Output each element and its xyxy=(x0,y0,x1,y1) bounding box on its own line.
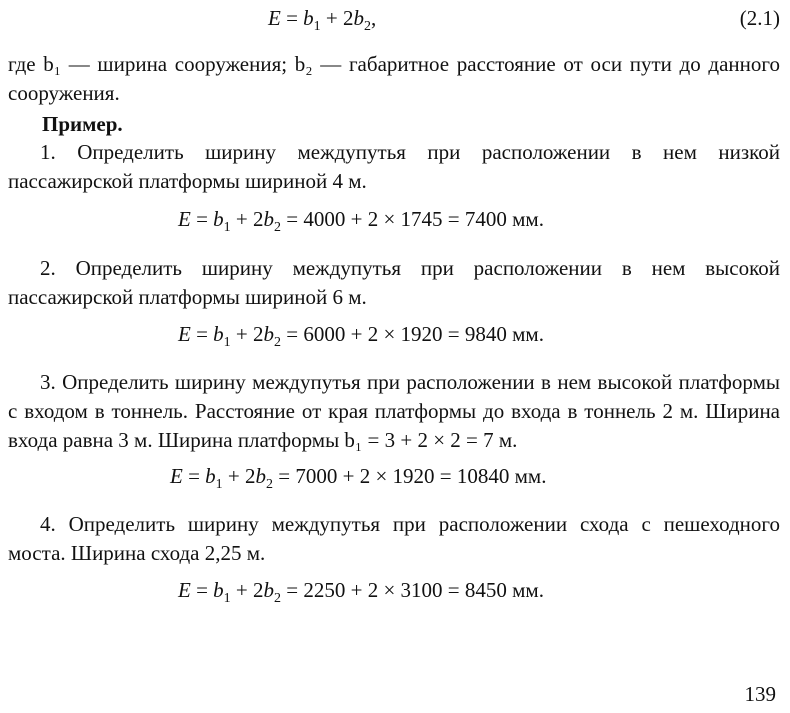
page-number: 139 xyxy=(744,682,776,706)
example-3-text: 3. Определить ширину междупутья при расположении в нем высокой платформы с входом в тоннель. Расстояние от края платформы до входа в тоннель 2 м. Ширина входа равна 3 м. Ширина платформы b₁ = 3 + 2 × 2 = 7 м. xyxy=(8,370,780,452)
definition-paragraph: где b₁ — ширина сооружения; b₂ — габаритное расстояние от оси пути до данного сооружения. xyxy=(8,52,780,105)
example-heading: Пример. xyxy=(42,112,123,136)
example-4-equation: $E = b_1 + 2b_2 = 2250 + 2 \times 3100 = 8450$ мм. xyxy=(178,578,544,606)
example-1-equation: $E = b_1 + 2b_2 = 4000 + 2 \times 1745 = 7400$ мм. xyxy=(178,207,544,235)
example-2-text: 2. Определить ширину междупутья при расположении в нем высокой пассажирской платформы шириной 6 м. xyxy=(8,256,780,309)
example-3-equation: $E = b_1 + 2b_2 = 7000 + 2 \times 1920 = 10840$ мм. xyxy=(170,464,547,492)
example-2-equation: $E = b_1 + 2b_2 = 6000 + 2 \times 1920 = 9840$ мм. xyxy=(178,322,544,350)
example-1-text: 1. Определить ширину междупутья при расположении в нем низкой пассажирской платформы шириной 4 м. xyxy=(8,140,780,193)
equation-2-1: $E = b_1 + 2b_2$, xyxy=(268,6,377,34)
example-4-text: 4. Определить ширину междупутья при расположении схода с пешеходного моста. Ширина схода 2,25 м. xyxy=(8,512,780,565)
equation-number: (2.1) xyxy=(739,6,780,30)
